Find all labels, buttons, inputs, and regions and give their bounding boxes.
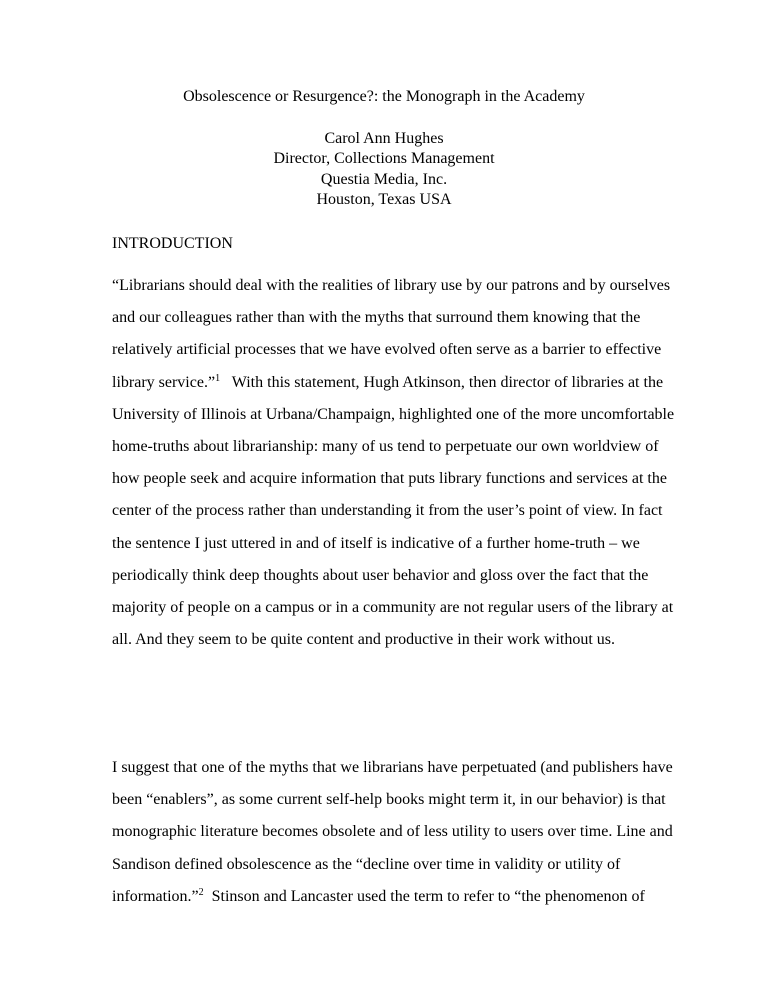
text-span: Stinson and Lancaster used the term to refer to “the phenomenon of bbox=[203, 887, 645, 905]
author-name: Carol Ann Hughes bbox=[324, 130, 444, 147]
author-organization: Questia Media, Inc. bbox=[320, 170, 448, 188]
text-line: Sandison defined obsolescence as the “decline over time in validity or utility of bbox=[112, 855, 621, 873]
section-heading: INTRODUCTION bbox=[112, 235, 233, 252]
text-line: how people seek and acquire information that puts library functions and services at the bbox=[112, 470, 667, 488]
text-line: home-truths about librarianship: many of us tend to perpetuate our own worldview of bbox=[112, 437, 659, 455]
paragraph-obsolescence bbox=[112, 758, 712, 919]
text-span: information.” bbox=[112, 887, 199, 905]
text-line: the sentence I just uttered in and of itself is indicative of a further home-truth – we bbox=[112, 534, 640, 552]
text-line: center of the process rather than understanding it from the user’s point of view. In fact bbox=[112, 502, 663, 520]
document-title: Obsolescence or Resurgence?: the Monograph in the Academy bbox=[183, 88, 585, 105]
text-line: monographic literature becomes obsolete and of less utility to users over time. Line and bbox=[112, 823, 673, 841]
author-location: Houston, Texas USA bbox=[316, 190, 452, 208]
text-line: periodically think deep thoughts about user behavior and gloss over the fact that the bbox=[112, 566, 649, 584]
text-line: relatively artificial processes that we have evolved often serve as a barrier to effective bbox=[112, 341, 662, 359]
author-position: Director, Collections Management bbox=[273, 150, 495, 168]
text-line: I suggest that one of the myths that we librarians have perpetuated (and publishers have bbox=[112, 759, 673, 776]
paragraph-introduction bbox=[112, 276, 712, 662]
text-line bbox=[112, 887, 712, 919]
text-line: and our colleagues rather than with the myths that surround them knowing that the bbox=[112, 309, 641, 327]
text-span: library service.” bbox=[112, 373, 216, 391]
text-line bbox=[112, 373, 712, 405]
text-line: University of Illinois at Urbana/Champaign, highlighted one of the more uncomfortable bbox=[112, 405, 675, 423]
footnote-ref-2: 2 bbox=[198, 886, 204, 898]
text-line: been “enablers”, as some current self-help books might term it, in our behavior) is that bbox=[112, 791, 666, 809]
text-line: all. And they seem to be quite content and productive in their work without us. bbox=[112, 631, 616, 649]
text-span: With this statement, Hugh Atkinson, then director of libraries at the bbox=[220, 373, 664, 391]
text-line: “Librarians should deal with the realities of library use by our patrons and by ourselves bbox=[112, 277, 671, 294]
footnote-ref-1: 1 bbox=[215, 372, 221, 384]
text-line: majority of people on a campus or in a community are not regular users of the library at bbox=[112, 598, 674, 616]
author-block bbox=[0, 129, 768, 210]
